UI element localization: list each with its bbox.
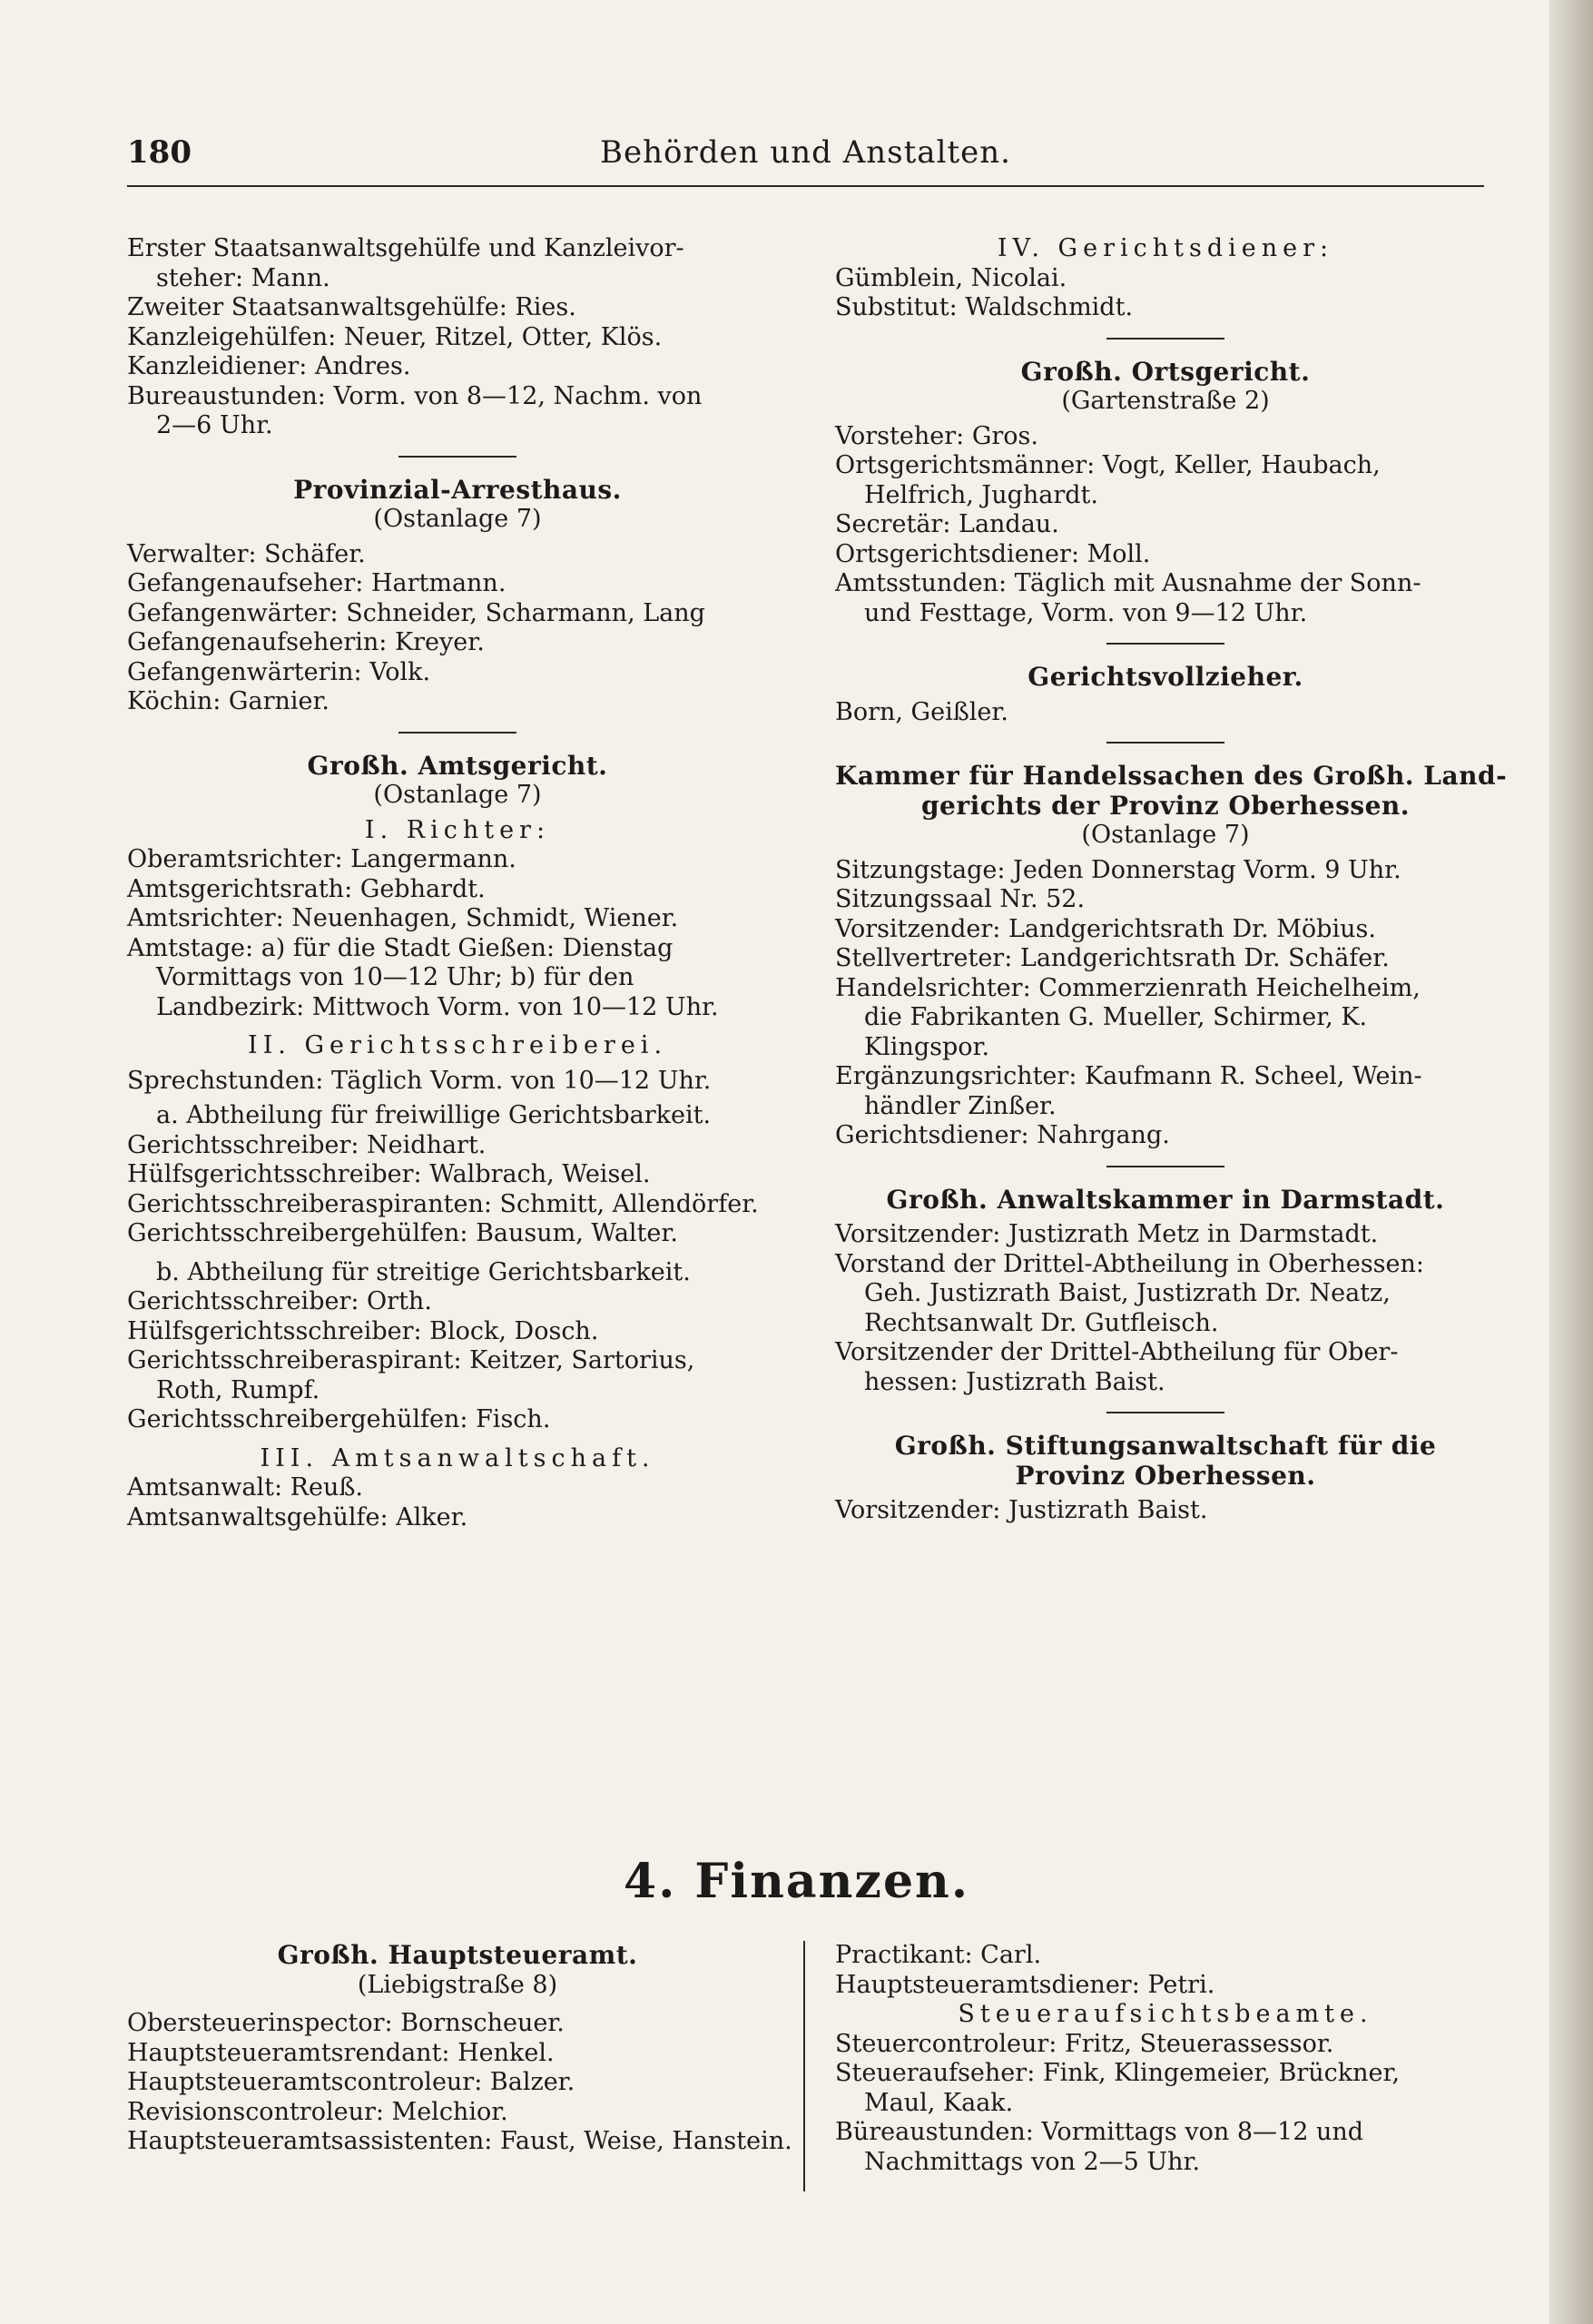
- section-address: (Ostanlage 7): [1081, 821, 1250, 849]
- section-divider: [398, 456, 516, 458]
- section-divider: [398, 732, 516, 734]
- text-line: steher: Mann.: [156, 263, 330, 292]
- section-address: (Ostanlage 7): [373, 781, 542, 809]
- text-line: Amtsanwaltsgehülfe: Alker.: [127, 1502, 468, 1531]
- section-title-kammer: Kammer für Handelssachen des Großh. Land-: [835, 761, 1508, 791]
- text-line: Amtsstunden: Täglich mit Ausnahme der Sonn-: [835, 569, 1421, 597]
- text-line: Practikant: Carl.: [835, 1941, 1042, 1969]
- text-line: Revisionscontroleur: Melchior.: [127, 2097, 508, 2126]
- running-title: Behörden und Anstalten.: [600, 134, 1011, 171]
- section-title-kammer-2: gerichts der Provinz Oberhessen.: [920, 790, 1411, 821]
- text-line: Geh. Justizrath Baist, Justizrath Dr. Neatz,: [864, 1279, 1391, 1307]
- section-divider: [1106, 1412, 1224, 1413]
- text-line: Gerichtsschreibergehülfen: Bausum, Walter.: [127, 1219, 678, 1247]
- section-title-amtsgericht: Großh. Amtsgericht.: [307, 750, 608, 781]
- text-line: Vorsitzender: Landgerichtsrath Dr. Möbius.: [835, 914, 1376, 943]
- section-address: (Ostanlage 7): [373, 505, 542, 533]
- text-line: Steueraufseher: Fink, Klingemeier, Brückner,: [835, 2059, 1401, 2087]
- text-line: und Festtage, Vorm. von 9—12 Uhr.: [864, 598, 1308, 627]
- section-title-ortsgericht: Großh. Ortsgericht.: [1020, 356, 1311, 387]
- subsection-heading: II. Gerichtsschreiberei.: [247, 1031, 668, 1059]
- text-line: Hülfsgerichtsschreiber: Block, Dosch.: [127, 1316, 599, 1345]
- section-divider: [1106, 742, 1224, 743]
- section-divider: [1106, 643, 1224, 645]
- text-line: Hauptsteueramtscontroleur: Balzer.: [127, 2068, 575, 2096]
- chapter-heading-finanzen: 4. Finanzen.: [624, 1854, 969, 1909]
- text-line: Büreaustunden: Vormittags von 8—12 und: [835, 2118, 1364, 2146]
- section-title-hauptsteueramt: Großh. Hauptsteueramt.: [277, 1940, 638, 1970]
- text-line: Substitut: Waldschmidt.: [835, 293, 1134, 321]
- text-line: Steuercontroleur: Fritz, Steuerassessor.: [835, 2029, 1334, 2058]
- text-line: Kanzleidiener: Andres.: [127, 352, 411, 380]
- section-title-anwaltskammer: Großh. Anwaltskammer in Darmstadt.: [886, 1184, 1445, 1215]
- text-line: Hauptsteueramtsdiener: Petri.: [835, 1970, 1215, 1999]
- text-line: Born, Geißler.: [835, 697, 1008, 726]
- text-line: Roth, Rumpf.: [156, 1375, 320, 1404]
- text-line: Zweiter Staatsanwaltsgehülfe: Ries.: [127, 293, 576, 321]
- text-line: Vorstand der Drittel-Abtheilung in Oberhessen:: [835, 1249, 1424, 1278]
- text-line: Erster Staatsanwaltsgehülfe und Kanzleivor-: [127, 234, 684, 262]
- section-address: (Liebigstraße 8): [357, 1970, 558, 1999]
- text-line: Gefangenaufseherin: Kreyer.: [127, 628, 485, 656]
- section-divider: [1106, 1166, 1224, 1167]
- text-line: händler Zinßer.: [864, 1091, 1057, 1120]
- text-line: Gefangenwärterin: Volk.: [127, 657, 431, 686]
- section-title-arresthaus: Provinzial-Arresthaus.: [293, 474, 622, 505]
- text-line: Hülfsgerichtsschreiber: Walbrach, Weisel.: [127, 1160, 651, 1188]
- text-line: Maul, Kaak.: [864, 2088, 1014, 2117]
- text-line: die Fabrikanten G. Mueller, Schirmer, K.: [864, 1003, 1368, 1031]
- subsection-heading: b. Abtheilung für streitige Gerichtsbarkeit.: [156, 1257, 691, 1286]
- text-line: 2—6 Uhr.: [156, 411, 273, 439]
- text-line: Nachmittags von 2—5 Uhr.: [864, 2147, 1201, 2176]
- text-line: Amtstage: a) für die Stadt Gießen: Dienstag: [127, 933, 674, 962]
- text-line: Hauptsteueramtsrendant: Henkel.: [127, 2038, 555, 2067]
- text-line: Hauptsteueramtsassistenten: Faust, Weise, Hanstein.: [127, 2127, 792, 2155]
- column-divider: [803, 1941, 805, 2191]
- text-line: Amtsgerichtsrath: Gebhardt.: [127, 874, 486, 903]
- text-line: Verwalter: Schäfer.: [127, 539, 366, 568]
- text-line: Gefangenaufseher: Hartmann.: [127, 569, 506, 597]
- section-address: (Gartenstraße 2): [1061, 387, 1270, 415]
- text-line: Gerichtsdiener: Nahrgang.: [835, 1121, 1170, 1149]
- section-title-stiftung: Großh. Stiftungsanwaltschaft für die: [894, 1431, 1437, 1461]
- section-title-stiftung-2: Provinz Oberhessen.: [1015, 1460, 1316, 1491]
- page-header: [127, 134, 1484, 187]
- subsection-heading: IV. Gerichtsdiener:: [997, 234, 1334, 262]
- subsection-heading: I. Richter:: [364, 815, 551, 844]
- text-line: Gerichtsschreiberaspiranten: Schmitt, Allendörfer.: [127, 1189, 759, 1218]
- text-line: Bureaustunden: Vorm. von 8—12, Nachm. von: [127, 381, 703, 410]
- text-line: Köchin: Garnier.: [127, 687, 330, 715]
- text-line: Rechtsanwalt Dr. Gutfleisch.: [864, 1308, 1219, 1337]
- text-line: Vorsitzender: Justizrath Baist.: [835, 1496, 1208, 1524]
- finanzen-right-column: [835, 1941, 1496, 2177]
- text-line: Ortsgerichtsdiener: Moll.: [835, 539, 1151, 568]
- text-line: Handelsrichter: Commerzienrath Heichelheim,: [835, 973, 1421, 1002]
- finanzen-left-column: [127, 1940, 792, 2157]
- text-line: Vorsitzender der Drittel-Abtheilung für Ober-: [835, 1338, 1399, 1366]
- text-line: Sitzungstage: Jeden Donnerstag Vorm. 9 Uhr.: [835, 855, 1401, 884]
- text-line: Oberamtsrichter: Langermann.: [127, 845, 516, 873]
- text-line: Kanzleigehülfen: Neuer, Ritzel, Otter, Klös.: [127, 322, 663, 351]
- page-number: 180: [127, 134, 192, 171]
- section-divider: [1106, 338, 1224, 340]
- right-column: [835, 234, 1508, 1526]
- text-line: Gümblein, Nicolai.: [835, 263, 1067, 292]
- text-line: Landbezirk: Mittwoch Vorm. von 10—12 Uhr.: [156, 992, 719, 1021]
- text-line: Stellvertreter: Landgerichtsrath Dr. Schäfer.: [835, 944, 1390, 972]
- text-line: Amtsrichter: Neuenhagen, Schmidt, Wiener.: [127, 904, 679, 932]
- left-column: [127, 234, 788, 1532]
- text-line: Gerichtsschreiber: Orth.: [127, 1287, 432, 1315]
- text-line: Gerichtsschreiberaspirant: Keitzer, Sartorius,: [127, 1346, 695, 1374]
- text-line: Secretär: Landau.: [835, 510, 1059, 538]
- text-line: Helfrich, Jughardt.: [864, 480, 1098, 509]
- text-line: Gefangenwärter: Schneider, Scharmann, Lang: [127, 598, 705, 627]
- text-line: Vormittags von 10—12 Uhr; b) für den: [156, 963, 634, 991]
- text-line: Obersteuerinspector: Bornscheuer.: [127, 2009, 565, 2037]
- text-line: hessen: Justizrath Baist.: [864, 1367, 1165, 1396]
- text-line: Gerichtsschreiber: Neidhart.: [127, 1130, 487, 1159]
- text-line: Klingspor.: [864, 1032, 990, 1061]
- text-line: Vorsteher: Gros.: [835, 421, 1038, 450]
- text-line: Ortsgerichtsmänner: Vogt, Keller, Haubach,: [835, 451, 1381, 479]
- subsection-heading: Steueraufsichtsbeamte.: [958, 2000, 1373, 2028]
- page-edge-shadow: [1549, 0, 1593, 2324]
- subsection-heading: III. Amtsanwaltschaft.: [260, 1443, 655, 1472]
- subsection-heading: a. Abtheilung für freiwillige Gerichtsbarkeit.: [156, 1101, 712, 1129]
- section-title-vollzieher: Gerichtsvollzieher.: [1028, 662, 1303, 692]
- text-line: Vorsitzender: Justizrath Metz in Darmstadt.: [835, 1220, 1379, 1248]
- text-line: Sprechstunden: Täglich Vorm. von 10—12 Uhr.: [127, 1066, 712, 1095]
- text-line: Ergänzungsrichter: Kaufmann R. Scheel, Wein-: [835, 1062, 1422, 1090]
- text-line: Gerichtsschreibergehülfen: Fisch.: [127, 1405, 551, 1433]
- text-line: Amtsanwalt: Reuß.: [127, 1473, 363, 1502]
- text-line: Sitzungssaal Nr. 52.: [835, 885, 1086, 913]
